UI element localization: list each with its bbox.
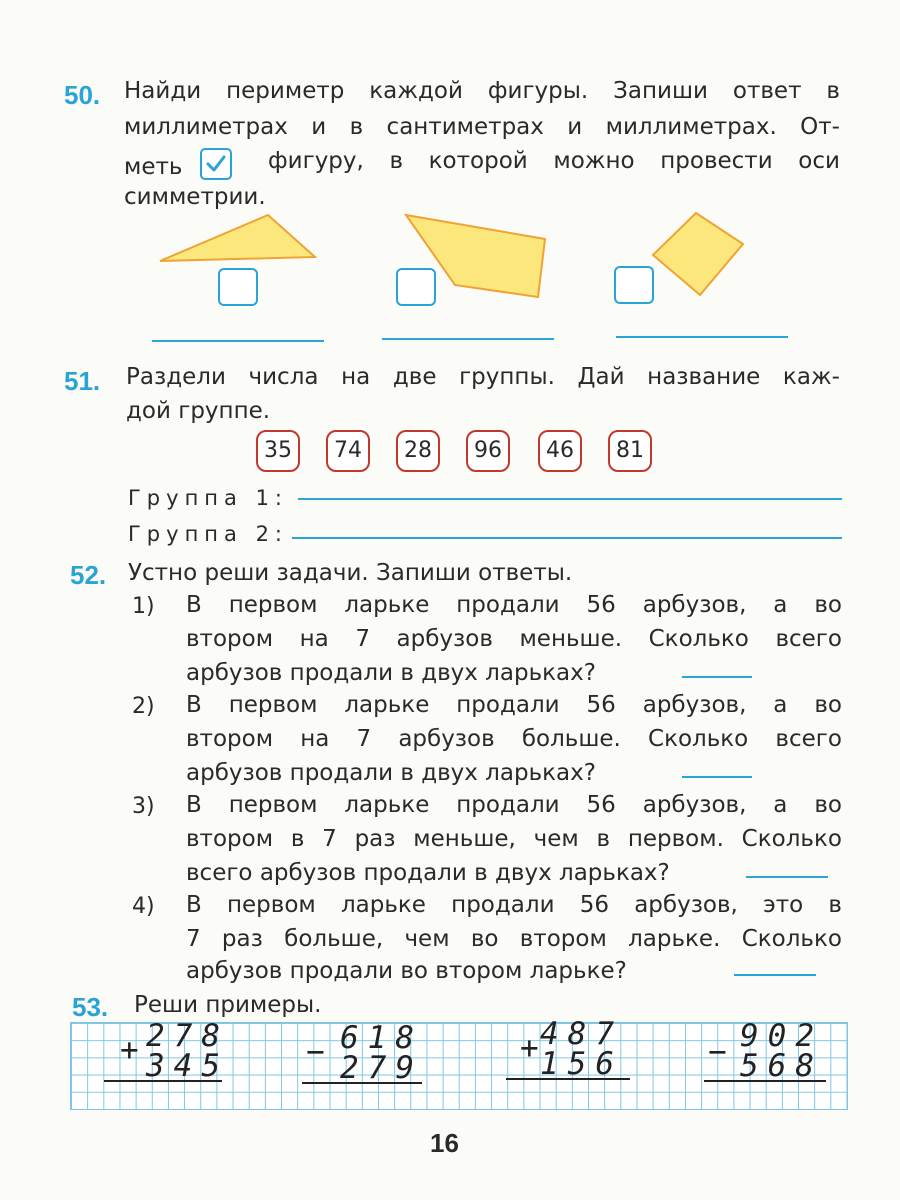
word: 56 [579,892,609,918]
word: всего [775,626,842,652]
word: первом [226,892,316,918]
word: чем [533,826,579,852]
word: периметр [226,78,345,104]
word: Сколько [648,626,749,652]
word: продали [456,692,560,718]
word: меньше, [413,826,516,852]
task-50-line-2 [124,114,840,140]
word: Сколько [741,826,842,852]
word: две [392,364,437,390]
word: меть [124,154,183,180]
task-50-line-3a [124,148,242,180]
problem-3-line-1 [186,792,842,818]
word: это [763,892,804,918]
word: первом [228,592,318,618]
word: в [826,78,840,104]
number-chip: 96 [466,430,510,472]
example-3-underline [506,1078,630,1080]
checkbox-figure-3[interactable] [614,266,654,304]
word: во [470,926,499,952]
word: В [186,692,202,718]
word: первом [228,792,318,818]
word: Сколько [648,726,749,752]
problem-1-number: 1) [132,594,155,619]
word: втором [186,626,274,652]
word: на [300,726,330,752]
word: 7 [355,626,370,652]
word: каждой [369,78,463,104]
example-1-bottom: 345 [146,1048,229,1084]
word: фигуры. [487,78,589,104]
word: первом. [627,826,724,852]
word: Сколько [741,926,842,952]
problem-3-line-3: всего арбузов продали в двух ларьках? [186,860,670,886]
word: В [186,892,202,918]
task-51-line-2: дой группе. [126,398,271,424]
page-number: 16 [430,1128,459,1158]
group-2-label: Группа 2: [128,522,289,546]
example-2-sign: − [306,1034,334,1070]
problem-4-line-3: арбузов продали во втором ларьке? [186,958,627,984]
example-1-sign: + [120,1032,148,1068]
problem-2-number: 2) [132,694,155,719]
example-1-top: 278 [146,1018,229,1054]
example-3-top: 487 [540,1016,623,1052]
rhombus-figure [653,213,743,295]
problem-2-line-1 [186,692,842,718]
word: и [311,114,327,140]
word: 7 [322,826,337,852]
word: ларьке [344,792,430,818]
number-chip: 46 [538,430,582,472]
problem-3-answer-line[interactable] [746,876,828,878]
word: в [290,826,305,852]
word: Запиши [613,78,708,104]
problem-1-line-1 [186,592,842,618]
word: арбузов, [642,792,747,818]
problem-2-line-2 [186,726,842,752]
word: втором [519,926,607,952]
word: на [299,626,329,652]
word: арбузов, [642,692,747,718]
word: В [186,792,202,818]
task-53-title: Реши примеры. [134,992,322,1018]
task-50-line-3b [268,148,840,174]
answer-line-figure-1[interactable] [152,340,324,342]
word: на [341,364,371,390]
problem-4-answer-line[interactable] [734,974,816,976]
task-52-intro: Устно реши задачи. Запиши ответы. [128,560,573,586]
word: название [647,364,761,390]
word: группы. [459,364,555,390]
example-3-bottom: 156 [540,1046,623,1082]
word: раз [221,926,263,952]
word: провести [660,148,773,174]
word: первом [228,692,318,718]
example-1-underline [104,1080,222,1082]
word: и [567,114,583,140]
word: ларьке [344,692,430,718]
word: во [814,792,842,818]
word: раз [354,826,396,852]
task-50-line-1 [124,78,840,104]
word: а [773,592,788,618]
problem-4-line-1 [186,892,842,918]
example-2-underline [302,1082,422,1084]
word: Раздели [126,364,226,390]
problem-1-line-2 [186,626,842,652]
word: в [828,892,842,918]
answer-line-figure-3[interactable] [616,336,788,338]
word: в [389,148,404,174]
triangle-figure [160,215,315,261]
task-53-number: 53. [72,992,109,1022]
word: арбузов [396,626,493,652]
task-50-line-4: симметрии. [124,184,266,210]
example-4-underline [704,1080,826,1082]
word: продали [451,892,555,918]
group-1-answer-line[interactable] [298,498,842,500]
problem-2-answer-line[interactable] [682,776,752,778]
group-1-label: Группа 1: [128,486,289,510]
word: 56 [586,792,616,818]
number-chip: 35 [256,430,300,472]
task-51-line-1 [126,364,840,390]
number-chip: 74 [326,430,370,472]
problem-3-line-2 [186,826,842,852]
problem-4-number: 4) [132,894,155,919]
word: оси [798,148,840,174]
word: продали [456,592,560,618]
word: фигуру, [268,148,364,174]
example-4-bottom: 568 [740,1048,823,1084]
word: в [596,826,611,852]
example-2-top: 618 [340,1020,423,1056]
word: в [349,114,364,140]
word: Найди [124,78,202,104]
example-2-bottom: 279 [340,1050,423,1086]
problem-2-line-3: арбузов продали в двух ларьках? [186,760,596,786]
word: ответ [732,78,802,104]
word: арбузов [398,726,495,752]
word: а [773,792,788,818]
checkbox-figure-2[interactable] [396,268,436,306]
number-chip: 28 [396,430,440,472]
word: арбузов, [642,592,747,618]
word: миллиметрах. [605,114,777,140]
word: меньше. [519,626,623,652]
problem-4-line-2 [186,926,842,952]
word: втором [186,826,274,852]
example-3-sign: + [520,1030,548,1066]
word: больше. [521,726,621,752]
example-4-top: 902 [740,1018,823,1054]
answer-line-figure-2[interactable] [382,338,554,340]
word: больше, [284,926,384,952]
word: ларьке [344,592,430,618]
word: всего [775,726,842,752]
word: а [773,692,788,718]
word: 7 [356,726,372,752]
word: 56 [586,592,616,618]
number-chip: 81 [608,430,652,472]
word: От- [800,114,840,140]
word: сантиметрах [386,114,544,140]
task-51-number: 51. [64,366,101,396]
word: В [186,592,202,618]
example-4-sign: − [708,1034,736,1070]
problem-3-number: 3) [132,794,155,819]
word: Дай [577,364,625,390]
word: можно [553,148,635,174]
word: каж- [782,364,840,390]
checkmark-icon [200,148,232,180]
word: чем [404,926,450,952]
word: ларьке. [628,926,721,952]
word: втором [186,726,274,752]
word: ларьке [340,892,426,918]
word: которой [428,148,528,174]
word: 56 [586,692,616,718]
word: продали [456,792,560,818]
word: числа [248,364,319,390]
task-50-number: 50. [64,80,101,110]
checkbox-figure-1[interactable] [218,268,258,306]
problem-1-line-3: арбузов продали в двух ларьках? [186,660,596,686]
problem-1-answer-line[interactable] [682,676,752,678]
word: арбузов, [634,892,738,918]
word: миллиметрах [124,114,288,140]
task-52-number: 52. [70,560,107,590]
group-2-answer-line[interactable] [292,537,842,539]
word: во [814,592,842,618]
word: 7 [186,926,201,952]
word: во [814,692,842,718]
